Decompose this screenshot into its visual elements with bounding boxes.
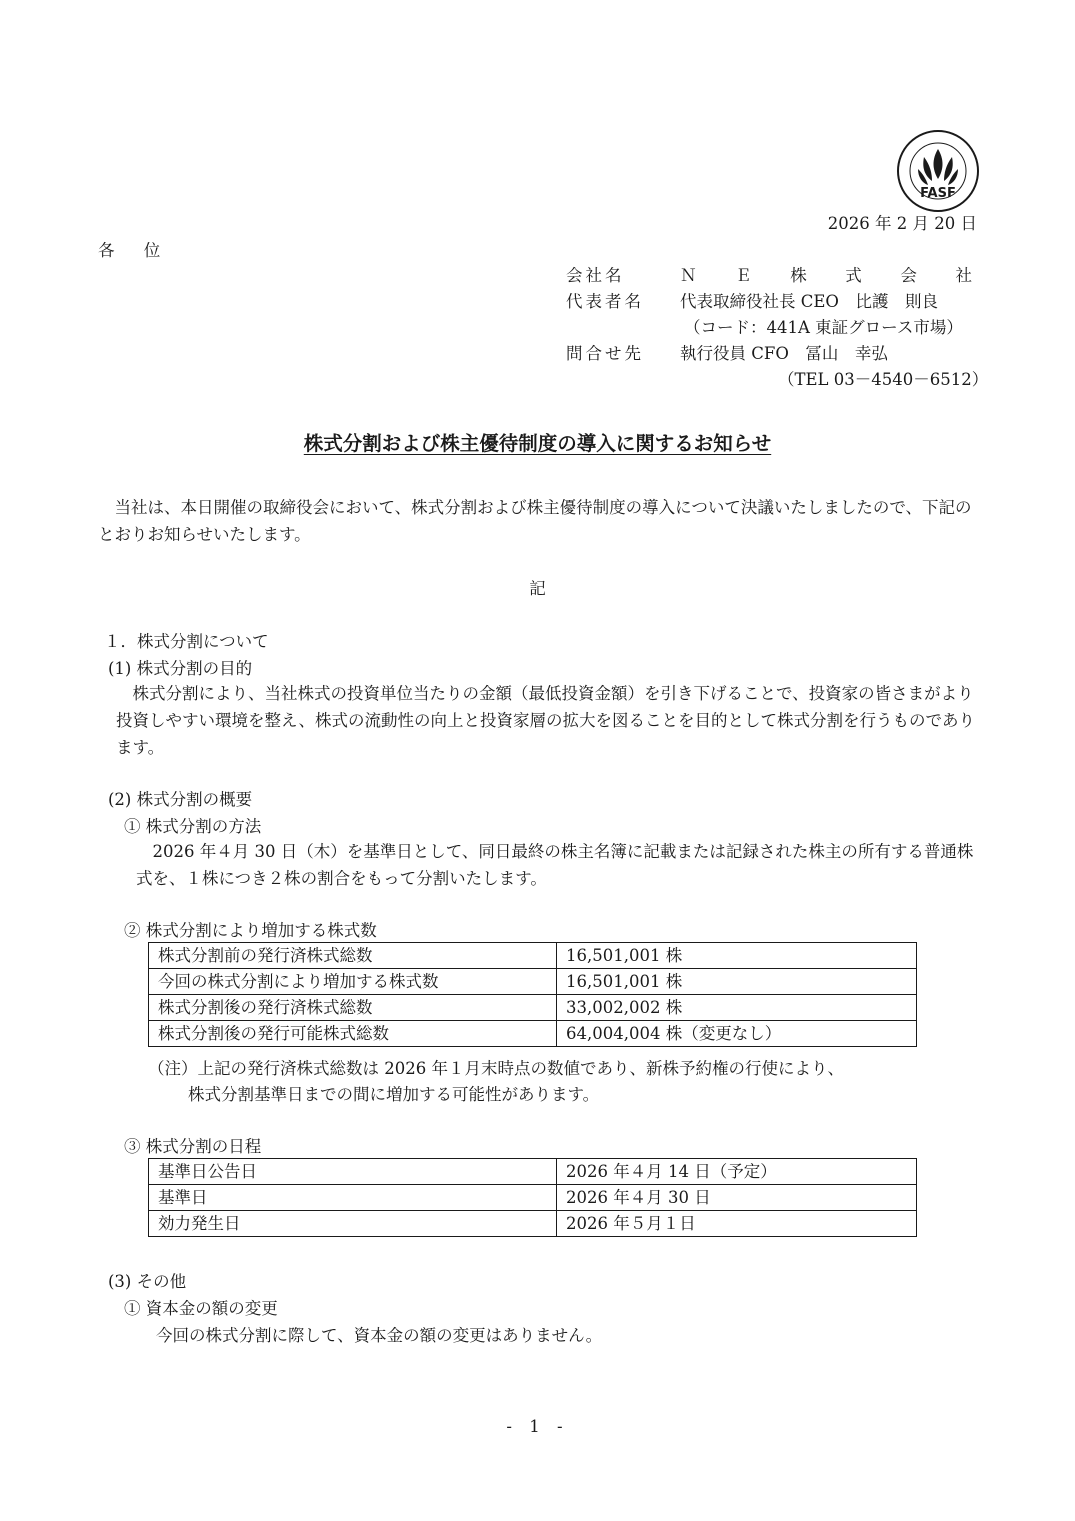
- contact-label: 問合せ先: [566, 344, 644, 363]
- company-char: 会: [900, 266, 917, 285]
- table-row: [149, 969, 917, 995]
- item-1-heading: ① 株式分割の方法: [124, 817, 262, 836]
- table-label-cell: 基準日: [149, 1185, 557, 1211]
- table-row: [149, 943, 917, 969]
- sub-1-body: 株式分割により、当社株式の投資単位当たりの金額（最低投資金額）を引き下げることで、投資家の皆さまがより投資しやすい環境を整え、株式の流動性の向上と投資家層の拡大を図ることを目的として株式分割を行うものであります。: [116, 684, 975, 757]
- company-name: [680, 262, 972, 286]
- item-3-heading: ③ 株式分割の日程: [124, 1137, 262, 1156]
- section-1-heading: １．株式分割について: [104, 632, 269, 651]
- page-number: - 1 -: [506, 1417, 569, 1436]
- ki-mark: 記: [529, 579, 546, 598]
- table-label-cell: 効力発生日: [149, 1211, 557, 1237]
- document-title: 株式分割および株主優待制度の導入に関するお知らせ: [303, 432, 772, 455]
- company-char: Ｎ: [680, 266, 697, 285]
- contact-value: 執行役員 CFO 冨山 幸弘: [680, 344, 888, 363]
- company-label: 会社名: [566, 266, 625, 285]
- sub-1-heading: (1) 株式分割の目的: [108, 659, 253, 678]
- sub-3-heading: (3) その他: [108, 1272, 187, 1291]
- item-1-body: 2026 年４月 30 日（木）を基準日として、同日最終の株主名簿に記載または記録された株主の所有する普通株式を、１株につき２株の割合をもって分割いたします。: [136, 842, 974, 888]
- note-line-1: （注）上記の発行済株式総数は 2026 年１月末時点の数値であり、新株予約権の行使により、: [148, 1059, 844, 1078]
- representative-value: 代表取締役社長 CEO 比護 則良: [680, 292, 938, 311]
- table-label-cell: 株式分割前の発行済株式総数: [149, 943, 557, 969]
- contact-row: [566, 340, 888, 364]
- sub-3-item-1-heading: ① 資本金の額の変更: [124, 1299, 278, 1318]
- share-increase-table: [148, 942, 917, 1047]
- document-date: 2026 年 2 月 20 日: [827, 214, 977, 233]
- table-row: [149, 1211, 917, 1237]
- stock-code-line: （コード：441A 東証グロース市場）: [684, 318, 963, 337]
- company-char: Ｅ: [735, 266, 752, 285]
- company-name-row: [566, 262, 972, 286]
- company-char: 社: [955, 266, 972, 285]
- note-line-2: 株式分割基準日までの間に増加する可能性があります。: [188, 1085, 600, 1104]
- table-label-cell: 株式分割後の発行済株式総数: [149, 995, 557, 1021]
- tel-line: （TEL 03－4540－6512）: [778, 370, 989, 389]
- table-value-cell: 33,002,002 株: [557, 995, 917, 1021]
- table-row: [149, 1021, 917, 1047]
- table-row: [149, 995, 917, 1021]
- table-label-cell: 株式分割後の発行可能株式総数: [149, 1021, 557, 1047]
- split-schedule-table: [148, 1158, 917, 1237]
- company-char: 式: [845, 266, 862, 285]
- company-char: 株: [790, 266, 807, 285]
- table-value-cell: 2026 年４月 14 日（予定）: [557, 1159, 917, 1185]
- table-row: [149, 1159, 917, 1185]
- table-value-cell: 16,501,001 株: [557, 943, 917, 969]
- fasf-logo: [896, 129, 980, 213]
- addressee: 各 位: [98, 241, 173, 260]
- logo-text: FASF: [920, 186, 956, 201]
- item-2-heading: ② 株式分割により増加する株式数: [124, 921, 377, 940]
- representative-label: 代表者名: [566, 292, 644, 311]
- table-label-cell: 今回の株式分割により増加する株式数: [149, 969, 557, 995]
- sub-2-heading: (2) 株式分割の概要: [108, 790, 253, 809]
- table-value-cell: 2026 年５月１日: [557, 1211, 917, 1237]
- table-value-cell: 16,501,001 株: [557, 969, 917, 995]
- table-value-cell: 2026 年４月 30 日: [557, 1185, 917, 1211]
- representative-row: [566, 288, 938, 312]
- table-row: [149, 1185, 917, 1211]
- table-value-cell: 64,004,004 株（変更なし）: [557, 1021, 917, 1047]
- sub-3-item-1-body: 今回の株式分割に際して、資本金の額の変更はありません。: [156, 1326, 603, 1345]
- intro-paragraph: 当社は、本日開催の取締役会において、株式分割および株主優待制度の導入について決議いたしましたので、下記のとおりお知らせいたします。: [98, 498, 972, 544]
- table-label-cell: 基準日公告日: [149, 1159, 557, 1185]
